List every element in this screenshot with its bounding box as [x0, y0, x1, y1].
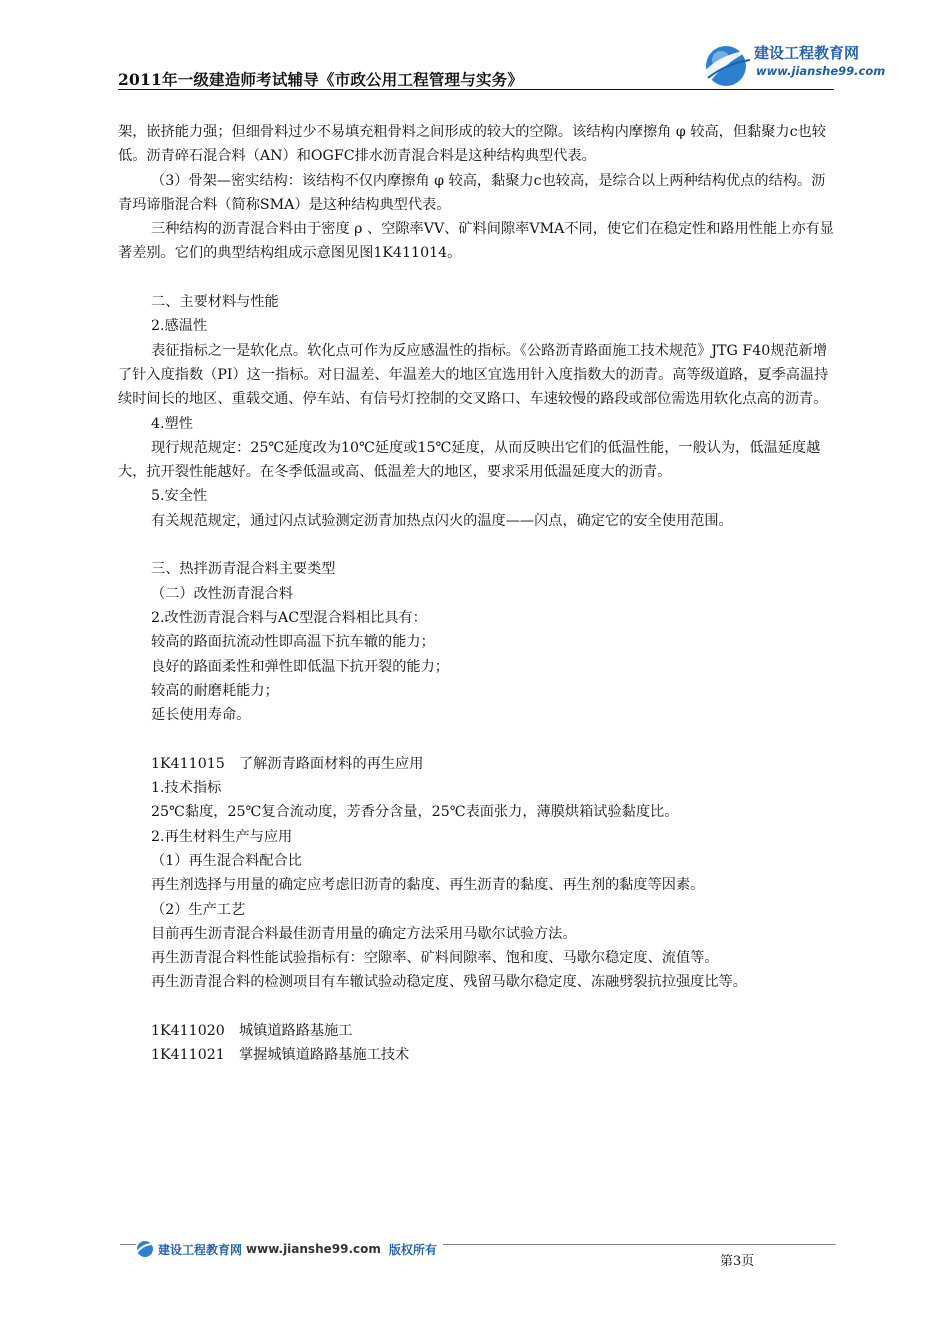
subsection-heading: （二）改性沥青混合料: [151, 585, 293, 602]
paragraph: 表征指标之一是软化点。软化点可作为反应感温性的指标。《公路沥青路面施工技术规范》JTG F40规范新增了针入度指数（PI）这一指标。对日温差、年温差大的地区宜选用针入度指数大的沥青。高等级道路，夏季高温持续时间长的地区、重载交通、停车站、有信号灯控制的交叉路口、车速较慢的路段或部位需选用软化点高的沥青。: [118, 342, 829, 408]
paragraph: 有关规范规定，通过闪点试验测定沥青加热点闪火的温度——闪点，确定它的安全使用范围。: [151, 512, 733, 529]
section-heading: 三、热拌沥青混合料主要类型: [151, 561, 336, 578]
list-item: 延长使用寿命。: [151, 707, 251, 724]
logo-url: www.jianshe99.com: [756, 64, 886, 78]
site-logo: [702, 38, 886, 92]
subsection-heading: 1.技术指标: [151, 780, 222, 797]
subsection-heading: （2）生产工艺: [151, 901, 246, 918]
globe-icon: [136, 1240, 154, 1258]
paragraph: 再生剂选择与用量的确定应考虑旧沥青的黏度、再生沥青的黏度、再生剂的黏度等因素。: [151, 877, 705, 894]
blank-line: [118, 266, 838, 290]
subsection-heading: 5.安全性: [151, 488, 208, 505]
subsection-heading: 2.再生材料生产与应用: [151, 828, 293, 845]
paragraph: 架，嵌挤能力强；但细骨料过少不易填充粗骨料之间形成的较大的空隙。该结构内摩擦角 φ 较高，但黏聚力c也较低。沥青碎石混合料（AN）和OGFC排水沥青混合料是这种结构典型代表。: [118, 124, 826, 165]
subsection-heading: 4.塑性: [151, 415, 193, 432]
blank-line: [118, 533, 838, 557]
paragraph: 再生沥青混合料的检测项目有车辙试验动稳定度、残留马歇尔稳定度、冻融劈裂抗拉强度比等。: [151, 974, 747, 991]
logo-name: 建设工程教育网: [754, 44, 860, 62]
footer-brand: [136, 1238, 443, 1260]
document-body: [118, 120, 838, 1068]
header-title: 2011年一级建造师考试辅导《市政公用工程管理与实务》: [118, 70, 524, 89]
paragraph: 目前再生沥青混合料最佳沥青用量的确定方法采用马歇尔试验方法。: [151, 925, 577, 942]
list-item: 较高的路面抗流动性即高温下抗车辙的能力；: [151, 634, 435, 651]
blank-line: [118, 727, 838, 751]
subsection-heading: 2.感温性: [151, 318, 208, 335]
subsection-heading: （1）再生混合料配合比: [151, 852, 302, 869]
paragraph: 现行规范规定：25℃延度改为10℃延度或15℃延度，从而反映出它们的低温性能，一般认为，低温延度越大，抗开裂性能越好。在冬季低温或高、低温差大的地区，要求采用低温延度大的沥青。: [118, 439, 821, 481]
footer-url: www.jianshe99.com: [246, 1242, 381, 1256]
section-heading: 1K411015 了解沥青路面材料的再生应用: [151, 755, 424, 772]
section-heading: 1K411021 掌握城镇道路路基施工技术: [151, 1047, 410, 1064]
page-number: 第3页: [720, 1254, 755, 1269]
list-item: 较高的耐磨耗能力；: [151, 682, 279, 699]
paragraph: （3）骨架—密实结构：该结构不仅内摩擦角 φ 较高，黏聚力c也较高，是综合以上两种结构优点的结构。沥青玛谛脂混合料（简称SMA）是这种结构典型代表。: [118, 172, 826, 213]
section-heading: 二、主要材料与性能: [151, 294, 279, 311]
list-item: 良好的路面柔性和弹性即低温下抗开裂的能力；: [151, 658, 449, 675]
footer-rights: 版权所有: [388, 1242, 437, 1257]
blank-line: [118, 995, 838, 1019]
footer-brand-name: 建设工程教育网: [158, 1242, 243, 1257]
paragraph: 三种结构的沥青混合料由于密度 ρ 、空隙率VV、矿料间隙率VMA不同，使它们在稳定性和路用性能上亦有显著差别。它们的典型结构组成示意图见图1K411014。: [118, 221, 834, 262]
section-heading: 1K411020 城镇道路路基施工: [151, 1022, 353, 1039]
paragraph: 2.改性沥青混合料与AC型混合料相比具有：: [151, 609, 427, 626]
paragraph: 25℃黏度，25℃复合流动度，芳香分含量，25℃表面张力，薄膜烘箱试验黏度比。: [151, 804, 679, 821]
paragraph: 再生沥青混合料性能试验指标有：空隙率、矿料间隙率、饱和度、马歇尔稳定度、流值等。: [151, 950, 719, 967]
globe-swoosh-icon: [702, 38, 752, 92]
